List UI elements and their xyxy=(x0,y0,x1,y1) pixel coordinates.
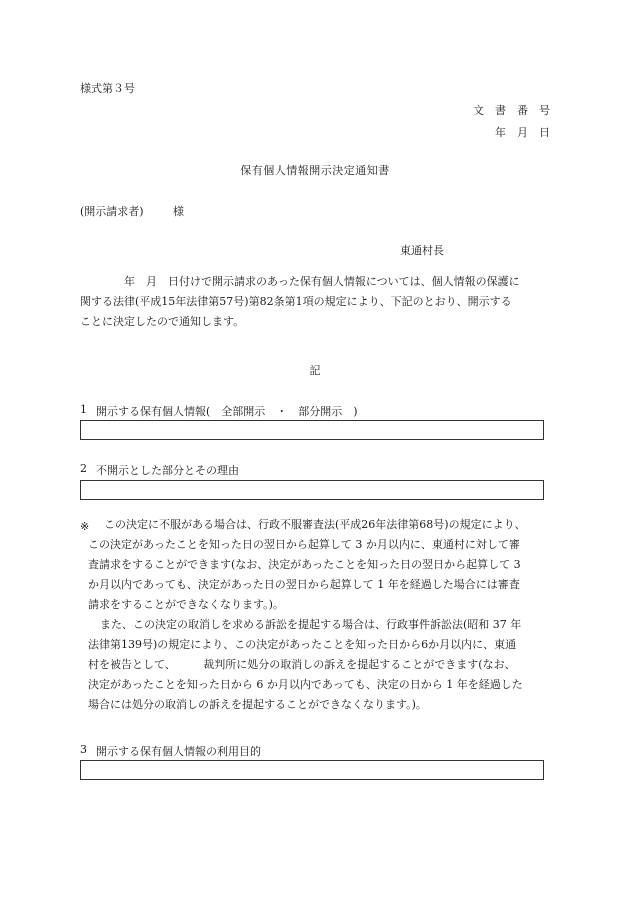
item3-input-box[interactable] xyxy=(80,760,544,780)
note-line: 場合には処分の取消しの訴えを提起することができなくなります。)。 xyxy=(88,698,427,711)
note-line: 査請求をすることができます(なお、決定があったことを知った日の翌日から起算して 3 xyxy=(88,558,521,571)
item2-number: 2 xyxy=(80,462,87,475)
note-line: 村を被告として、 裁判所に処分の取消しの訴えを提起することができます(なお、 xyxy=(88,658,516,671)
note-line: この決定に不服がある場合は、行政不服審査法(平成26年法律第68号)の規定により、 xyxy=(104,518,526,531)
note-line: また、この決定の取消しを求める訴訟を提起する場合は、行政事件訴訟法(昭和 37 年 xyxy=(100,618,522,631)
note-line: 法律第139号)の規定により、この決定があったことを知った日から6か月以内に、東通 xyxy=(88,638,517,651)
note-paragraph xyxy=(88,515,550,715)
form-number: 様式第３号 xyxy=(80,82,135,95)
note-line: 請求をすることができなくなります。)。 xyxy=(88,598,284,611)
sender-title: 東通村長 xyxy=(400,244,444,257)
addressee-honorific: 様 xyxy=(173,205,184,218)
document-title: 保有個人情報開示決定通知書 xyxy=(240,164,390,177)
intro-line: 年 月 日付けで開示請求のあった保有個人情報については、個人情報の保護に xyxy=(124,275,520,288)
note-line: 決定があったことを知った日から 6 か月以内であっても、決定の日から 1 年を経過した xyxy=(88,678,523,691)
addressee-name: (開示請求者) xyxy=(80,205,144,218)
intro-line: 関する法律(平成15年法律第57号)第82条第1項の規定により、下記のとおり、開示する xyxy=(80,295,512,308)
intro-line: ことに決定したので通知します。 xyxy=(80,315,245,328)
item2-input-box[interactable] xyxy=(80,480,544,500)
item1-number: 1 xyxy=(80,403,87,416)
item3-label: 開示する保有個人情報の利用目的 xyxy=(96,745,261,758)
note-line: この決定があったことを知った日の翌日から起算して 3 か月以内に、東通村に対して審 xyxy=(88,538,520,551)
item3-number: 3 xyxy=(80,743,87,756)
intro-paragraph xyxy=(80,272,550,332)
note-line: か月以内であっても、決定があった日の翌日から起算して 1 年を経過した場合には審査 xyxy=(88,578,520,591)
item1-label: 開示する保有個人情報( 全部開示 ・ 部分開示 ) xyxy=(96,405,358,418)
date-label: 年 月 日 xyxy=(495,126,550,139)
ki-heading: 記 xyxy=(309,364,321,377)
item2-label: 不開示とした部分とその理由 xyxy=(96,464,239,477)
document-number-label: 文 書 番 号 xyxy=(473,104,550,117)
note-mark: ※ xyxy=(80,520,90,533)
item1-input-box[interactable] xyxy=(80,420,544,440)
